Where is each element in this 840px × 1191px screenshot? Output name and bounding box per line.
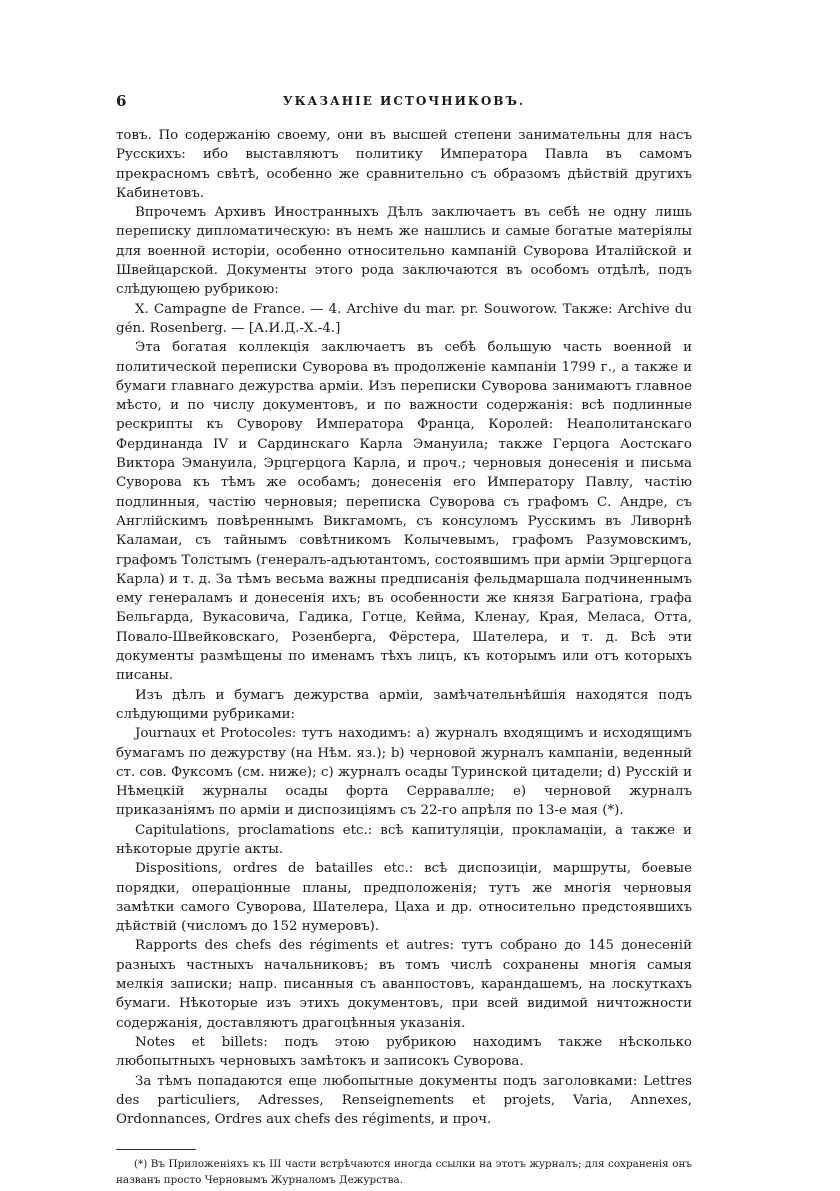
paragraph: Впрочемъ Архивъ Иностранныхъ Дѣлъ заключаетъ въ себѣ не одну лишь переписку дипломатическую: въ немъ же нашлись и самые богатые матеріялы для военной исторіи, особенно относительно кампаній Суворова Италійской и Швейцарской. Документы этого рода заключаются въ особомъ отдѣлѣ, подъ слѣдующею рубрикою:: [116, 205, 692, 298]
rubric-capitulations: Capitulations, proclamations etc.: всѣ капитуляціи, прокламаціи, а также и нѣкоторые другіе акты.: [116, 822, 692, 857]
paragraph-final: За тѣмъ попадаются еще любопытные документы подъ заголовками: Lettres des particuliers, Adresses, Renseignements et projets, Varia, Annexes, Ordonnances, Ordres aux chefs des régiments, и проч.: [116, 1073, 692, 1128]
rubric-rapports: Rapports des chefs des régiments et autres: тутъ собрано до 145 донесеній разныхъ частныхъ начальниковъ; въ томъ числѣ сохранены многія самыя мелкія записки; напр. писанныя съ аванпостовъ, карандашемъ, на лоскуткахъ бумаги. Нѣкоторые изъ этихъ документовъ, при всей видимой ничтожности содержанія, доставляютъ драгоцѣнныя указанія.: [116, 938, 692, 1031]
paragraph-continued: товъ. По содержанію своему, они въ высшей степени занимательны для насъ Русскихъ: ибо выставляютъ политику Императора Павла въ самомъ прекрасномъ свѣтѣ, особенно же сравнительно съ образомъ дѣйствій другихъ Кабинетовъ.: [116, 128, 692, 201]
footnote: (*) Въ Приложеніяхъ къ III части встрѣчаются иногда ссылки на этотъ журналъ; для сохраненія онъ названъ просто Черновымъ Журналомъ Дежурства.: [116, 1158, 692, 1187]
rubric-notes: Notes et billets: подъ этою рубрикою находимъ также нѣсколько любопытныхъ черновыхъ замѣтокъ и записокъ Суворова.: [116, 1034, 692, 1070]
paragraph: Эта богатая коллекція заключаетъ въ себѣ большую часть военной и политической переписки Суворова въ продолженіе кампаніи 1799 г., а также и бумаги главнаго дежурства арміи. Изъ переписки Суворова занимаютъ главное мѣсто, и по числу документовъ, и по важности содержанія: всѣ подлинные рескрипты къ Суворову Императора Франца, Королей: Неаполитанскаго Фердинанда IV и Сардинскаго Карла Эмануила; также Герцога Аостскаго Виктора Эмануила, Эрцгерцога Карла, и проч.; черновыя донесенія и письма Суворова къ тѣмъ же особамъ; донесенія его Императору Павлу, частію подлинныя, частію черновыя; переписка Суворова съ графомъ С. Андре, съ Англійскимъ повѣреннымъ Викгамомъ, съ консуломъ Русскимъ въ Ливорнѣ Каламаи, съ тайнымъ совѣтникомъ Колычевымъ, графомъ Разумовскимъ, графомъ Толстымъ (генералъ-адъютантомъ, состоявшимъ при арміи Эрцгерцога Карла) и т. д. За тѣмъ весьма важны предписанія фельдмаршала подчиненнымъ ему генераламъ и донесенія ихъ; въ особенности же князя Багратіона, графа Бельгарда, Вукасовича, Гадика, Готце, Кейма, Кленау, Края, Меласа, Отта, Повало-Швейковскаго, Розенберга, Фёрстера, Шателера, и т. д. Всѣ эти документы размѣщены по именамъ тѣхъ лицъ, къ которымъ или отъ которыхъ писаны.: [116, 340, 692, 684]
archive-reference: X. Campagne de France. — 4. Archive du mar. pr. Souworow. Также: Archive du gén. Rosenberg. — [А.И.Д.-X.-4.]: [116, 301, 692, 336]
rubric-dispositions: Dispositions, ordres de batailles etc.: всѣ диспозиціи, маршруты, боевые порядки, операціонные планы, предположенія; тутъ же многія черновыя замѣтки самого Суворова, Шателера, Цаха и др. относительно предстоявшихъ дѣйствій (числомъ до 152 нумеровъ).: [116, 861, 692, 935]
page-body: [116, 126, 692, 1129]
book-page: [116, 92, 692, 1188]
running-header: [116, 92, 692, 116]
footnote-rule: [116, 1149, 196, 1150]
running-title: УКАЗАНІЕ ИСТОЧНИКОВЪ.: [282, 94, 526, 108]
paragraph: Изъ дѣлъ и бумагъ дежурства арміи, замѣчательнѣйшія находятся подъ слѣдующими рубриками:: [116, 687, 692, 722]
page-number: 6: [116, 92, 127, 110]
rubric-journaux: Journaux et Protocoles: тутъ находимъ: a) журналъ входящимъ и исходящимъ бумагамъ по дежурству (на Нѣм. яз.); b) черновой журналъ кампаніи, веденный ст. сов. Фуксомъ (см. ниже); c) журналъ осады Туринской цитадели; d) Русскій и Нѣмецкій журналы осады форта Серравалле; e) черновой журналъ приказаніямъ по арміи и диспозиціямъ съ 22-го апрѣля по 13-е мая (*).: [116, 726, 692, 819]
